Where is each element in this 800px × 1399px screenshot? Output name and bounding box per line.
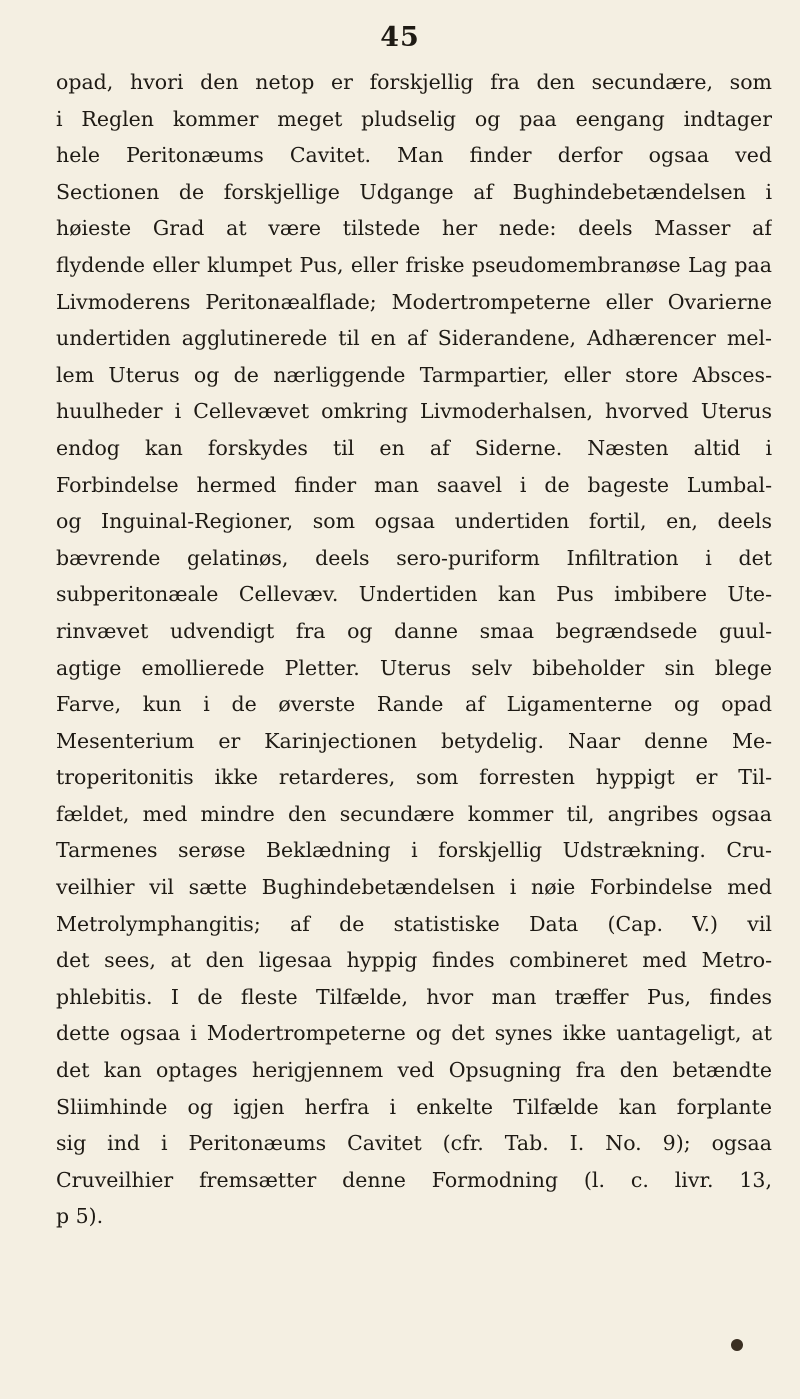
text-line: høieste Grad at være tilstede her nede: deels Masser af (56, 216, 772, 241)
page-number: 45 (380, 22, 420, 53)
text-line: sig ind i Peritonæums Cavitet (cfr. Tab. I. No. 9); ogsaa (56, 1131, 772, 1156)
text-line: det kan optages herigjennem ved Opsugning fra den betændte (56, 1058, 772, 1083)
text-line: phlebitis. I de fleste Tilfælde, hvor man træffer Pus, findes (56, 984, 772, 1009)
text-line: Sectionen de forskjellige Udgange af Bughindebetændelsen i (56, 179, 772, 204)
text-line: undertiden agglutinerede til en af Siderandene, Adhærencer mel- (56, 326, 772, 351)
text-line: Farve, kun i de øverste Rande af Ligamenterne og opad (56, 692, 772, 717)
text-line: veilhier vil sætte Bughindebetændelsen i nøie Forbindelse med (56, 875, 772, 900)
text-line: troperitonitis ikke retarderes, som forresten hyppigt er Til- (56, 765, 772, 790)
text-line: opad, hvori den netop er forskjellig fra den secundære, som (56, 70, 772, 94)
text-line: fældet, med mindre den secundære kommer til, angribes ogsaa (56, 801, 772, 826)
text-line: dette ogsaa i Modertrompeterne og det synes ikke uantageligt, at (56, 1021, 772, 1046)
text-line: agtige emollierede Pletter. Uterus selv bibeholder sin blege (56, 655, 772, 680)
text-line: endog kan forskydes til en af Siderne. Næsten altid i (56, 435, 772, 460)
text-line: Forbindelse hermed finder man saavel i de bageste Lumbal- (56, 472, 772, 497)
text-line: p 5). (56, 1204, 104, 1229)
text-line: og Inguinal-Regioner, som ogsaa undertiden fortil, en, deels (56, 509, 772, 534)
text-line: huulheder i Cellevævet omkring Livmoderhalsen, hvorved Uterus (56, 399, 772, 424)
text-line: subperitonæale Cellevæv. Undertiden kan Pus imbibere Ute- (56, 582, 772, 607)
ink-spot (731, 1339, 743, 1351)
text-line: rinvævet udvendigt fra og danne smaa begrændsede guul- (56, 618, 772, 643)
text-line: Mesenterium er Karinjectionen betydelig. Naar denne Me- (56, 728, 772, 753)
body-text (56, 64, 772, 1235)
text-line: det sees, at den ligesaa hyppig findes combineret med Metro- (56, 948, 772, 973)
text-line: Sliimhinde og igjen herfra i enkelte Tilfælde kan forplante (56, 1094, 772, 1119)
text-line: Livmoderens Peritonæalflade; Modertrompeterne eller Ovarierne (56, 289, 772, 314)
text-line: bævrende gelatinøs, deels sero-puriform Infiltration i det (56, 545, 772, 570)
text-line: flydende eller klumpet Pus, eller friske pseudomembranøse Lag paa (56, 252, 772, 277)
text-line: i Reglen kommer meget pludselig og paa eengang indtager (56, 106, 772, 131)
text-line: Cruveilhier fremsætter denne Formodning (l. c. livr. 13, (56, 1167, 772, 1192)
text-line: Metrolymphangitis; af de statistiske Data (Cap. V.) vil (56, 911, 772, 936)
text-line: lem Uterus og de nærliggende Tarmpartier, eller store Absces- (56, 362, 772, 387)
text-line: hele Peritonæums Cavitet. Man finder derfor ogsaa ved (56, 143, 772, 168)
text-line: Tarmenes serøse Beklædning i forskjellig Udstrækning. Cru- (56, 838, 772, 863)
